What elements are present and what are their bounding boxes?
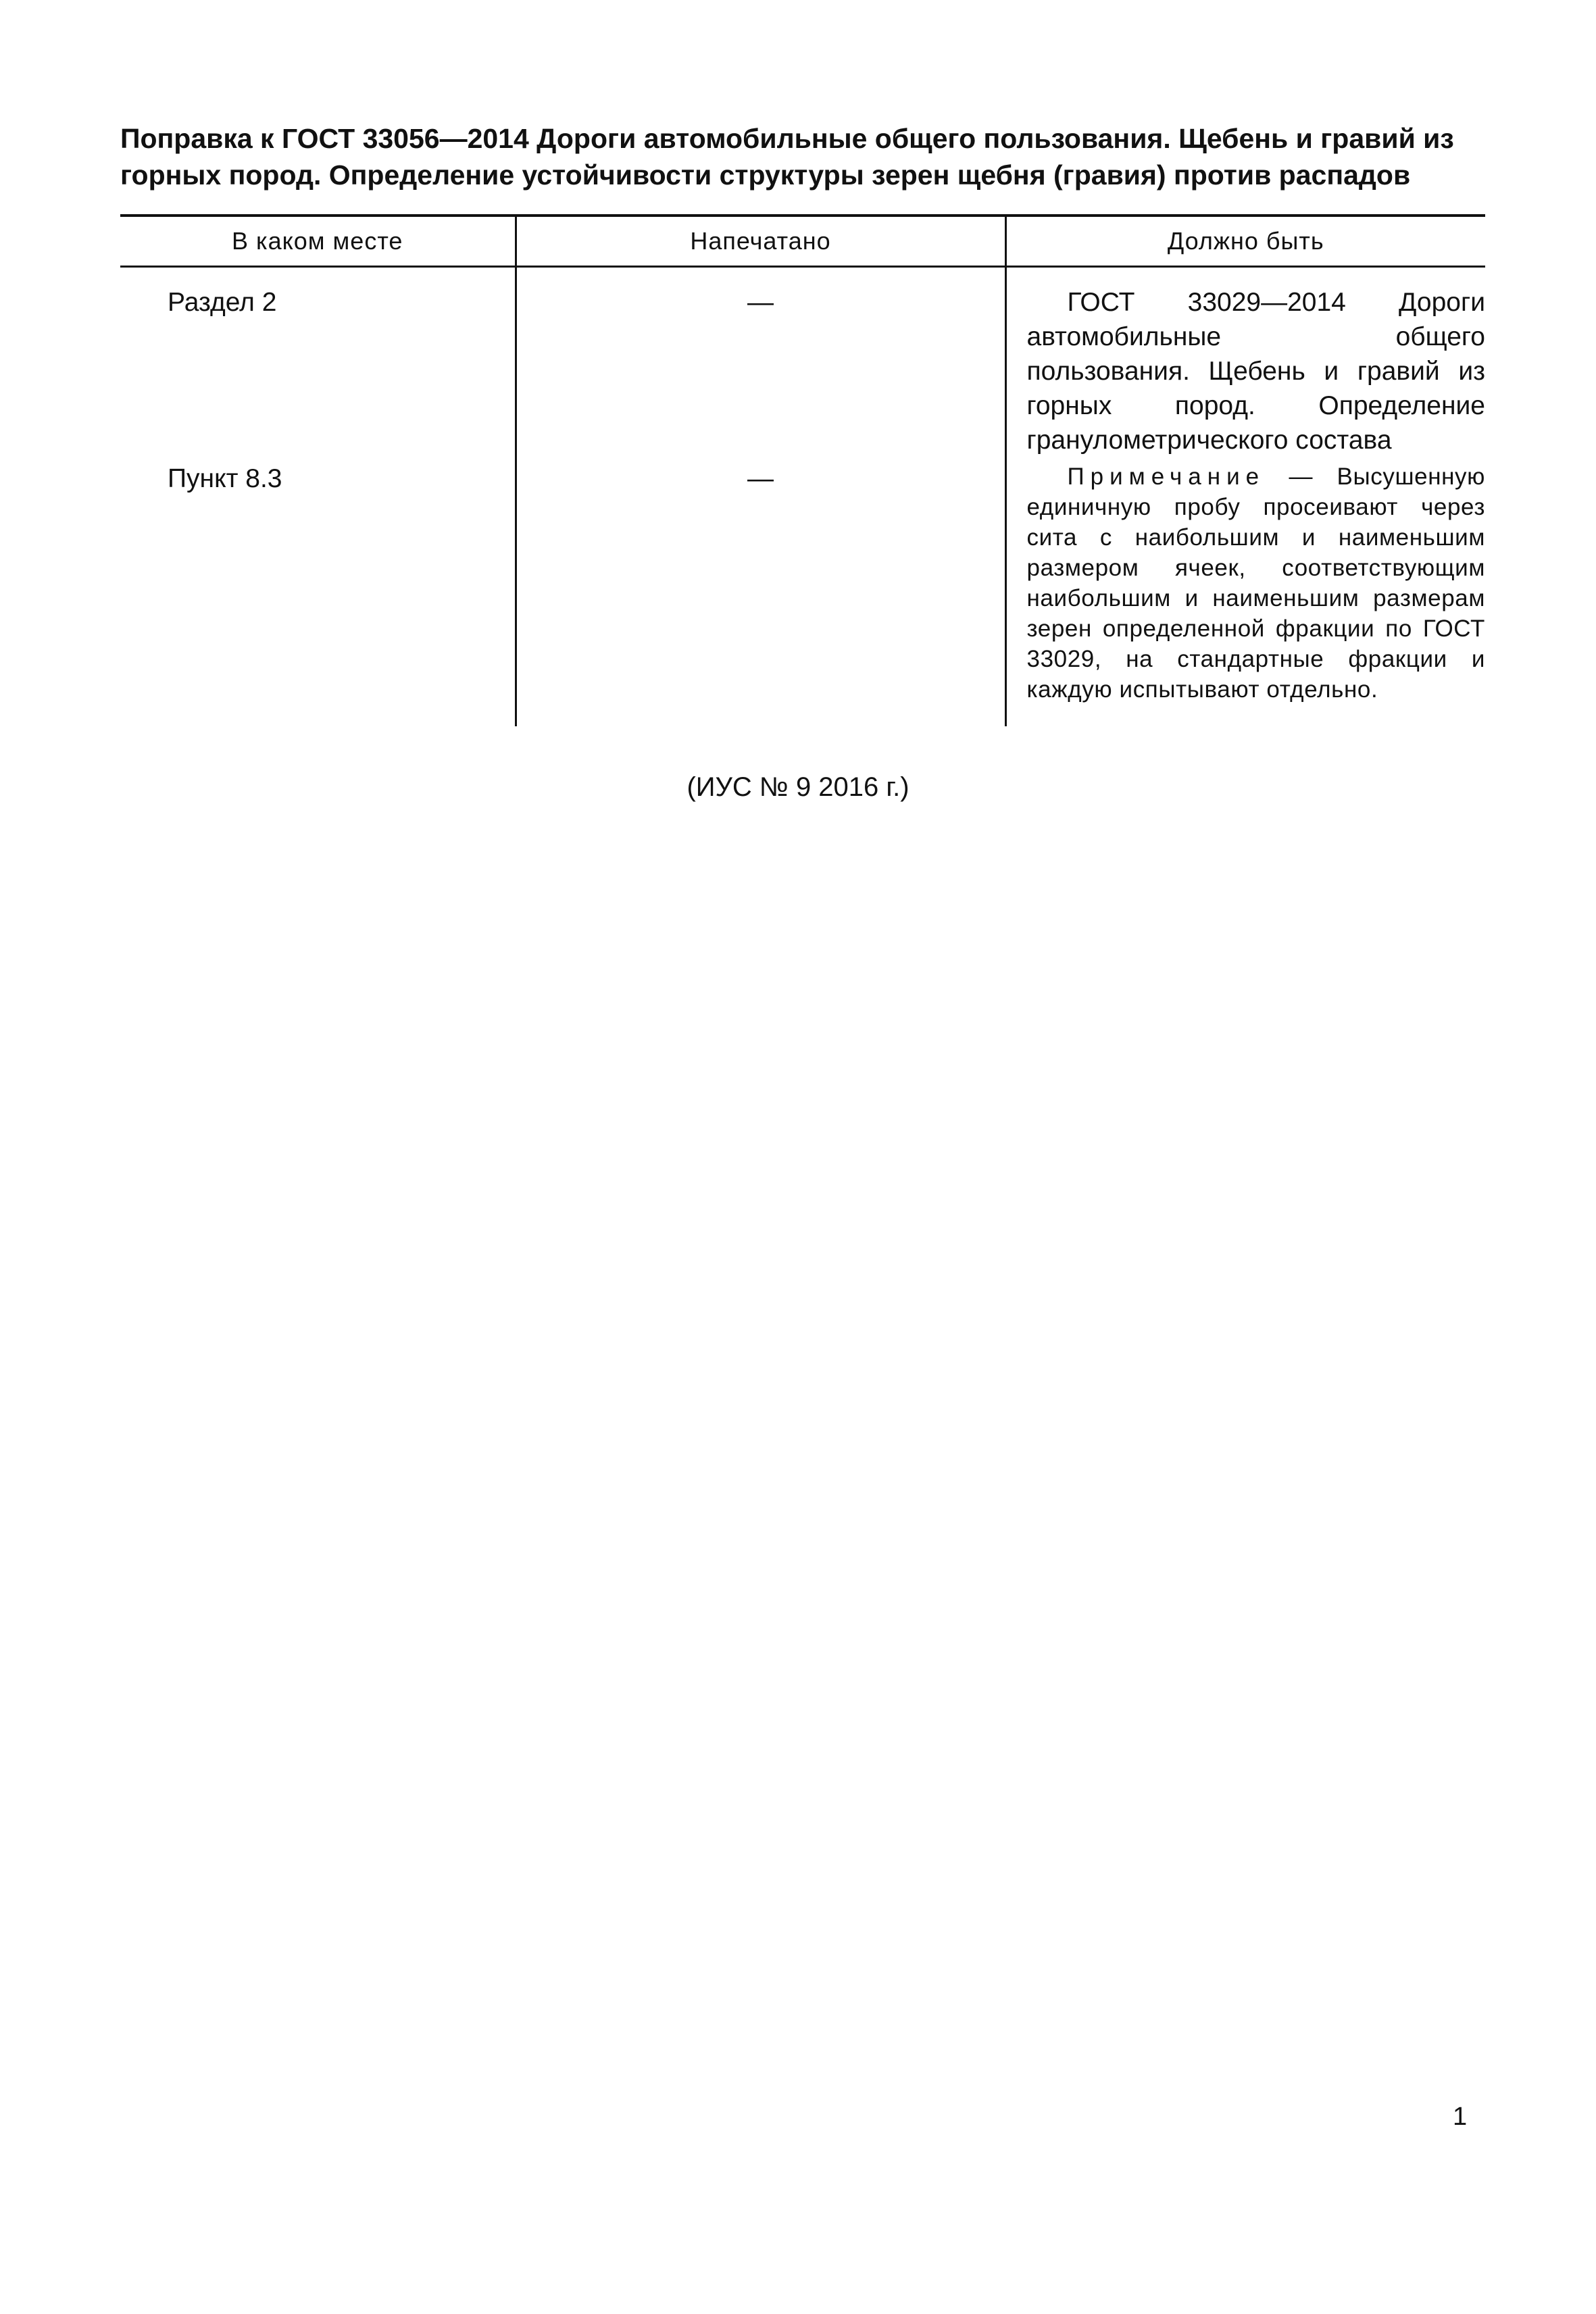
note-paragraph [1027,461,1486,705]
cell-printed: — [516,457,1005,726]
note-label: Примечание [1067,463,1266,490]
header-printed: Напечатано [516,216,1005,267]
cell-printed: — [516,267,1005,458]
table-header-row [120,216,1485,267]
page-number: 1 [1453,2103,1468,2131]
title-line-2: горных пород. Определение устойчивости структуры зерен щебня (гравия) против распадов [120,159,1411,191]
cell-place: Раздел 2 [168,288,277,317]
source-reference: (ИУС № 9 2016 г.) [687,772,909,802]
title-line-1: Поправка к ГОСТ 33056—2014 Дороги автомобильные общего пользования. Щебень и гравий из [120,123,1454,154]
table-row [120,457,1485,726]
cell-place: Пункт 8.3 [168,464,282,493]
header-place: В каком месте [120,216,516,267]
cell-should-be [1005,267,1485,458]
note-text: — Высушенную единичную пробу просеивают через сита с наибольшим и наименьшим размером ячеек, соответствующим наибольшим и наименьшим размерам зерен определенной фракции по ГОСТ 33029, на стандартные фракции и каждую испытывают отдельно. [1026,463,1485,703]
table-row [120,267,1485,458]
amendment-table [120,214,1485,726]
cell-should-be [1005,457,1485,726]
document-title [120,120,1485,193]
should-be-text: ГОСТ 33029—2014 Дороги автомобильные общего пользования. Щебень и гравий из горных пород. Определение гранулометрического состава [1026,288,1485,455]
header-should-be: Должно быть [1005,216,1485,267]
